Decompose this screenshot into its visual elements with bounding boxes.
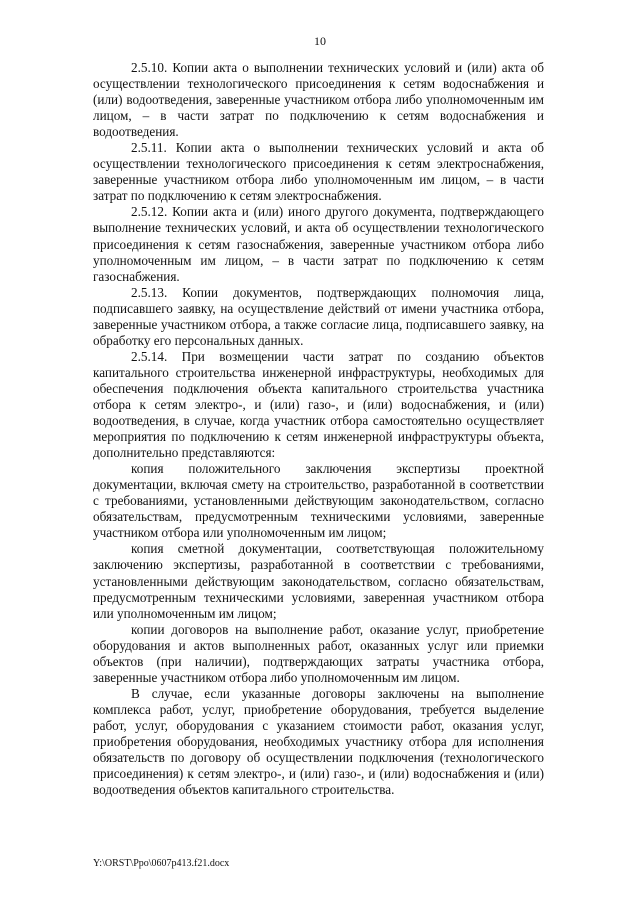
paragraph-2-5-12: 2.5.12. Копии акта и (или) иного другого документа, подтверждающего выполнение технических условий, и акта об осуществлении технологического присоединения к сетям газоснабжения, заверенные участником отбора либо уполномоченным им лицом, – в части затрат по подключению к сетям газоснабжения. xyxy=(93,204,544,284)
paragraph-complex-contracts: В случае, если указанные договоры заключены на выполнение комплекса работ, услуг, приобретение оборудования, требуется выделение работ, услуг, оборудования с указанием стоимости работ, оказания услуг, приобретения оборудования, необходимых участнику отбора для исполнения обязательств по договору об осуществлении подключения (технологического присоединения) к сетям электро-, и (или) газо-, и (или) водоснабжения и (или) водоотведения объектов капитального строительства. xyxy=(93,685,544,798)
paragraph-2-5-14: 2.5.14. При возмещении части затрат по созданию объектов капитального строительства инженерной инфраструктуры, необходимых для обеспечения подключения объекта капитального строительства участника отбора к сетям электро-, и (или) газо-, и (или) водоснабжения, и (или) водоотведения, в случае, когда участник отбора самостоятельно осуществляет мероприятия по подключению к сетям инженерной инфраструктуры объекта, дополнительно представляются: xyxy=(93,348,544,461)
paragraph-2-5-13: 2.5.13. Копии документов, подтверждающих полномочия лица, подписавшего заявку, на осуществление действий от имени участника отбора, заверенные участником отбора, а также согласие лица, подписавшего заявку, на обработку его персональных данных. xyxy=(93,284,544,348)
footer-file-path: Y:\ORST\Ppo\0607p413.f21.docx xyxy=(93,858,230,869)
paragraph-2-5-11: 2.5.11. Копии акта о выполнении технических условий и акта об осуществлении технологического присоединения к сетям электроснабжения, заверенные участником отбора либо уполномоченным им лицом, – в части затрат по подключению к сетям электроснабжения. xyxy=(93,140,544,204)
paragraph-contracts-copies: копии договоров на выполнение работ, оказание услуг, приобретение оборудования и актов выполненных работ, оказанных услуг или приемки объектов (при наличии), подтверждающих затраты участника отбора, заверенные участником отбора либо уполномоченным им лицом. xyxy=(93,621,544,685)
page-number: 10 xyxy=(314,34,326,48)
paragraph-estimate-documentation: копия сметной документации, соответствующая положительному заключению экспертизы, разработанной в соответствии с требованиями, установленными действующим законодательством, согласно обязательствам, предусмотренным техническими условиями, заверенная участником отбора или уполномоченным им лицом; xyxy=(93,541,544,621)
paragraph-expertise-conclusion: копия положительного заключения экспертизы проектной документации, включая смету на строительство, разработанной в соответствии с требованиями, установленными действующим законодательством, согласно обязательствам, предусмотренным техническими условиями, заверенные участником отбора или уполномоченным им лицом; xyxy=(93,461,544,541)
document-body xyxy=(93,60,544,798)
paragraph-2-5-10: 2.5.10. Копии акта о выполнении технических условий и (или) акта об осуществлении технологического присоединения к сетям водоснабжения и (или) водоотведения, заверенные участником отбора либо уполномоченным им лицом, – в части затрат по подключению к сетям водоснабжения и водоотведения. xyxy=(93,60,544,140)
